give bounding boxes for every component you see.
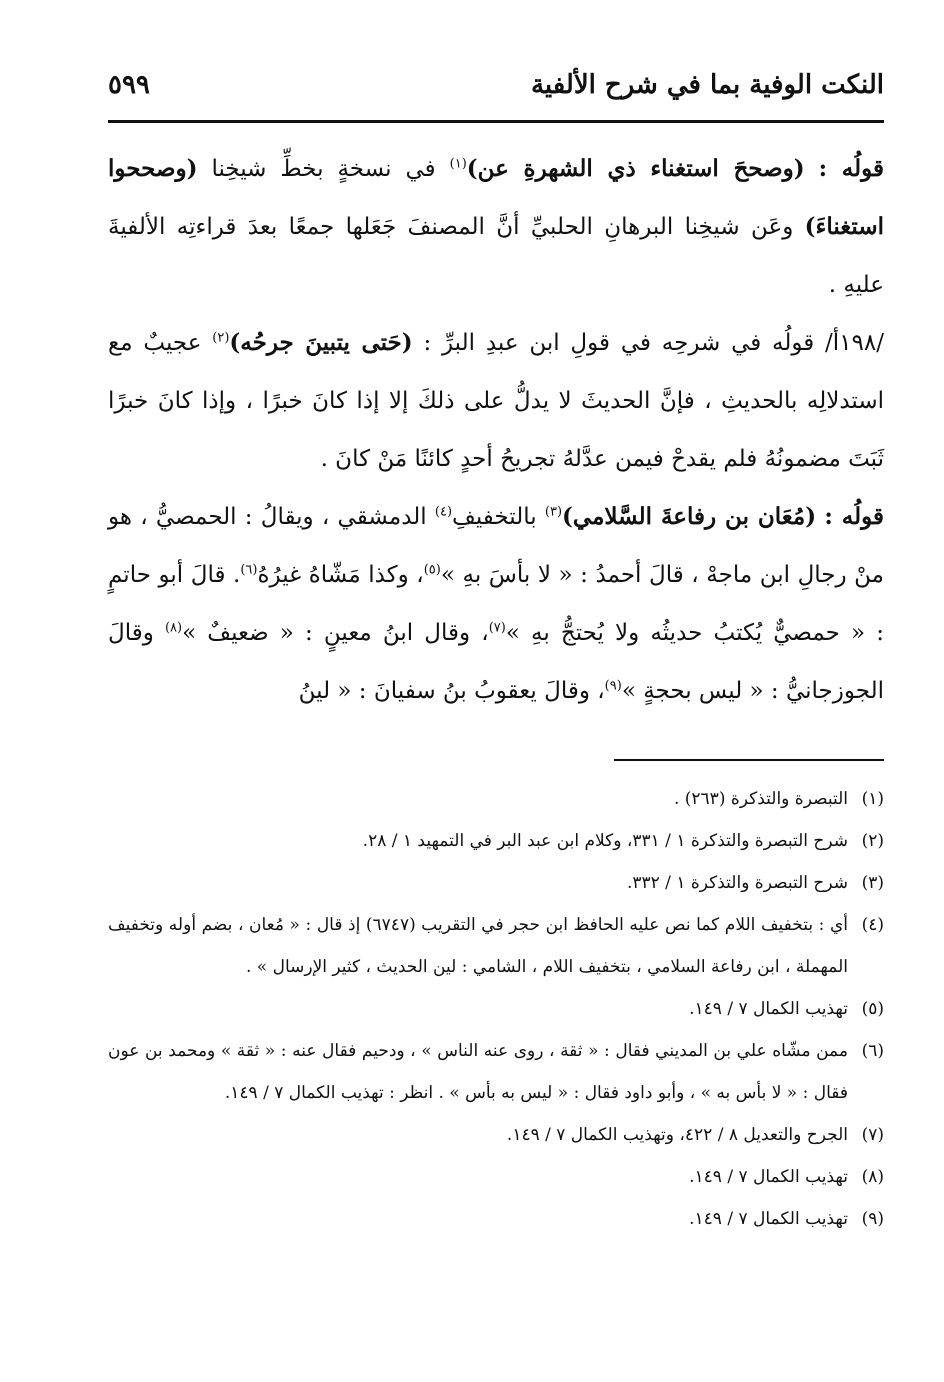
paragraph-1-quote-2: (وصححوا استغناءَ) (108, 155, 884, 240)
footnote-ref-4: (٤) (434, 504, 453, 520)
footnote-7-number: (٧) (861, 1125, 884, 1145)
footnote-9 (108, 1198, 884, 1240)
footnote-1 (108, 778, 884, 820)
footnote-6-text: ممن مشّاه علي بن المديني فقال : « ثقة ، روى عنه الناس » ، ودحيم فقال عنه : « ثقة » ومحمد بن عون فقال : « لا بأس به » ، وأبو داود فقال : « ليس به بأس » . انظر : تهذيب الكمال ٧ / ١٤٩. (108, 1041, 848, 1103)
paragraph-2-quote: (حَتى يتبينَ جرحُه) (229, 329, 413, 356)
footnote-ref-5: (٥) (423, 562, 441, 578)
manuscript-folio-marker: /١٩٨أ/ (825, 330, 884, 356)
paragraph-2-text-2: عجيبٌ مع استدلالِه بالحديثِ ، فإنَّ الحديثَ لا يدلُّ على ذلكَ إلا إذا كانَ خبرًا ، وإذا كانَ خبرًا ثَبَتَ مضمونُهُ فلم يقدحْ فيمن عدَّلهُ تجريحُ أحدٍ كائنًا مَنْ كانَ . (108, 330, 884, 472)
paragraph-1-quote: (وصححَ استغناء ذي الشهرةِ عن) (466, 155, 805, 182)
footnote-2-number: (٢) (861, 831, 884, 851)
footnote-separator (614, 759, 884, 761)
footnote-5-number: (٥) (861, 999, 884, 1019)
footnote-6 (108, 1030, 884, 1114)
paragraph-3-text-3: ، وكذا مَشّاهُ غيرُهُ (257, 562, 424, 588)
footnote-6-number: (٦) (861, 1041, 884, 1061)
footnote-3-number: (٣) (861, 873, 884, 893)
paragraph-3 (108, 488, 884, 720)
paragraph-2-text-1: قولُه في شرحِه في قولِ ابن عبدِ البرِّ : (412, 330, 826, 356)
footnote-4-text: أي : بتخفيف اللام كما نص عليه الحافظ ابن حجر في التقريب (٦٧٤٧) إذ قال : « مُعان ، بضم أوله وتخفيف المهملة ، ابن رفاعة السلامي ، بتخفيف اللام ، الشامي : لين الحديث ، كثير الإرسال » . (108, 915, 849, 977)
footnote-ref-3: (٣) (544, 504, 563, 520)
page-number: ٥٩٩ (108, 70, 150, 100)
footnote-4-number: (٤) (861, 915, 885, 935)
footnote-8-text: تهذيب الكمال ٧ / ١٤٩. (689, 1167, 848, 1187)
footnote-7-text: الجرح والتعديل ٨ / ٤٢٢، وتهذيب الكمال ٧ / ١٤٩. (506, 1125, 848, 1145)
paragraph-3-text-4: . قالَ أبو حاتمٍ : « حمصيٌّ يُكتبُ حديثُه ولا يُحتجُّ بهِ » (108, 562, 884, 646)
footnote-7 (108, 1114, 884, 1156)
footnote-1-number: (١) (861, 789, 884, 809)
footnote-4 (108, 904, 884, 988)
footnote-2 (108, 820, 884, 862)
footnote-ref-7: (٧) (488, 620, 506, 636)
footnote-ref-8: (٨) (164, 620, 183, 636)
footnote-5-text: تهذيب الكمال ٧ / ١٤٩. (689, 999, 848, 1019)
footnote-8 (108, 1156, 884, 1198)
footnote-ref-2: (٢) (212, 330, 230, 346)
header-rule (108, 120, 884, 123)
footnote-3-text: شرح التبصرة والتذكرة ١ / ٣٣٢. (626, 873, 848, 893)
footnote-ref-9: (٩) (604, 678, 622, 694)
footnote-ref-1: (١) (449, 156, 467, 172)
footnote-2-text: شرح التبصرة والتذكرة ١ / ٣٣١، وكلام ابن عبد البر في التمهيد ١ / ٢٨. (362, 831, 848, 851)
paragraph-3-text-5: ، وقال ابنُ معينٍ : « ضعيفٌ » (182, 620, 489, 646)
footnote-3 (108, 862, 884, 904)
paragraph-1-text-2: وعَن شيخِنا البرهانِ الحلبيِّ أنَّ المصنفَ جَعَلها جمعًا بعدَ قراءتِه الألفيةَ عليهِ . (108, 214, 884, 298)
paragraph-1-lead: قولُه : (818, 155, 884, 182)
footnote-8-number: (٨) (861, 1167, 884, 1187)
paragraph-3-text-6: وقالَ الجوزجانيُّ : « ليس بحجةٍ » (108, 620, 884, 704)
footnote-1-text: التبصرة والتذكرة (٢٦٣) . (673, 789, 848, 809)
paragraph-2 (108, 314, 884, 488)
paragraph-1-text-1: في نسخةٍ بخطِّ شيخِنا (197, 156, 450, 182)
paragraph-3-text-2: الدمشقي ، ويقالُ : الحمصيُّ ، هو منْ رجالِ ابن ماجهْ ، قالَ أحمدُ : « لا بأسَ بهِ » (108, 504, 885, 588)
footnote-ref-6: (٦) (240, 562, 258, 578)
paragraph-3-quote: (مُعَان بن رفاعةَ السَّلامي) (562, 503, 817, 530)
footnote-9-number: (٩) (861, 1209, 884, 1229)
page-header (108, 62, 884, 118)
main-text (108, 140, 884, 720)
footnote-9-text: تهذيب الكمال ٧ / ١٤٩. (689, 1209, 848, 1229)
paragraph-3-lead: قولُه : (824, 503, 884, 530)
footnote-5 (108, 988, 884, 1030)
paragraph-1 (108, 140, 884, 314)
paragraph-3-text-7: ، وقالَ يعقوبُ بنُ سفيانَ : « لينُ (298, 678, 605, 704)
paragraph-3-text-1: بالتخفيفِ (452, 504, 545, 530)
running-title: النكت الوفية بما في شرح الألفية (530, 70, 884, 100)
footnotes (108, 778, 884, 1240)
